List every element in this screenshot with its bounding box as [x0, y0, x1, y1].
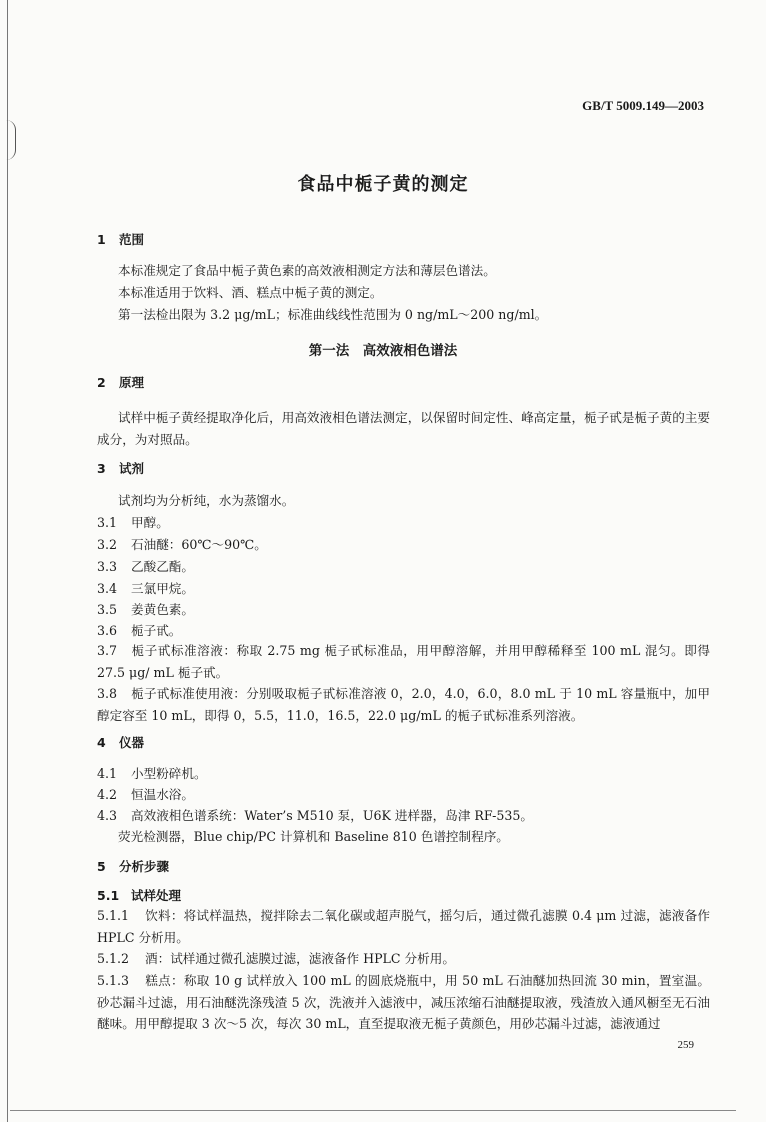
section-title: 原理 — [119, 375, 145, 390]
item-number: 5.1 — [97, 888, 120, 903]
section-title: 试样处理 — [131, 888, 182, 903]
reagent-item — [97, 556, 710, 578]
item-text: 饮料：将试样温热，搅拌除去二氧化碳或超声脱气，摇匀后，通过微孔滤膜 0.4 μm 过滤，滤液备作 HPLC 分析用。 — [97, 908, 710, 945]
reagent-item — [97, 620, 710, 642]
section-2-heading — [97, 373, 144, 391]
item-text: 姜黄色素。 — [131, 602, 194, 617]
instrument-continuation: 荧光检测器，Blue chip/PC 计算机和 Baseline 810 色谱控制程序。 — [118, 829, 509, 844]
item-number: 3.3 — [97, 559, 118, 574]
item-number: 4.1 — [97, 766, 118, 781]
item-text: 栀子甙。 — [131, 623, 182, 638]
section-4-heading — [97, 733, 144, 751]
reagent-item — [97, 683, 710, 726]
procedure-item — [97, 970, 710, 1035]
item-text: 小型粉碎机。 — [131, 766, 207, 781]
item-text: 栀子甙标准使用液：分别吸取栀子甙标准溶液 0，2.0，4.0，6.0，8.0 mL 于 10 mL 容量瓶中，加甲醇定容至 10 mL，即得 0，5.5，11.0，16.5，22.0 μg/mL 的栀子甙标准系列溶液。 — [97, 686, 710, 723]
item-text: 高效液相色谱系统：Water’s M510 泵，U6K 进样器，岛津 RF-535。 — [131, 808, 533, 823]
instrument-item — [97, 805, 710, 827]
item-number: 5.1.3 — [97, 973, 130, 988]
item-text: 酒：试样通过微孔滤膜过滤，滤液备作 HPLC 分析用。 — [145, 951, 455, 966]
method-1-heading: 第一法 高效液相色谱法 — [308, 343, 458, 359]
procedure-item — [97, 905, 710, 948]
item-text: 甲醇。 — [131, 515, 169, 530]
scope-para-3: 第一法检出限为 3.2 μg/mL；标准曲线线性范围为 0 ng/mL～200 ng/ml。 — [118, 307, 548, 322]
section-5-heading — [97, 857, 169, 875]
item-number: 5.1.2 — [97, 951, 130, 966]
item-text: 栀子甙标准溶液：称取 2.75 mg 栀子甙标准品，用甲醇溶解，并用甲醇稀释至 100 mL 混匀。即得 27.5 μg/ mL 栀子甙。 — [97, 643, 710, 680]
procedure-item — [97, 948, 710, 970]
reagent-item — [97, 640, 710, 683]
item-text: 三氯甲烷。 — [131, 581, 194, 596]
section-number: 2 — [97, 375, 106, 390]
reagent-item — [97, 599, 710, 621]
scan-bottom-line — [10, 1110, 736, 1111]
reagents-intro: 试剂均为分析纯，水为蒸馏水。 — [118, 493, 295, 508]
item-text: 糕点：称取 10 g 试样放入 100 mL 的圆底烧瓶中，用 50 mL 石油醚加热回流 30 min，置室温。砂芯漏斗过滤，用石油醚洗涤残渣 5 次，洗液并入滤液中，减压浓缩石油醚提取液，残渣放入通风橱至无石油醚味。用甲醇提取 3 次～5 次，每次 30 mL，直至提取液无栀子黄颜色，用砂芯漏斗过滤，滤液通过 — [97, 973, 710, 1031]
section-number: 3 — [97, 461, 106, 476]
section-title: 试剂 — [119, 461, 145, 476]
scope-para-2: 本标准适用于饮料、酒、糕点中栀子黄的测定。 — [118, 285, 383, 300]
section-title: 范围 — [119, 232, 145, 247]
reagent-item — [97, 534, 710, 556]
principle-text: 试样中栀子黄经提取净化后，用高效液相色谱法测定，以保留时间定性、峰高定量，栀子甙是栀子黄的主要成分，为对照品。 — [97, 410, 710, 447]
subsection-5-1-heading — [97, 886, 181, 904]
reagent-item — [97, 512, 710, 534]
section-3-heading — [97, 459, 144, 477]
item-number: 3.8 — [97, 686, 118, 701]
section-title: 仪器 — [119, 735, 145, 750]
item-number: 3.7 — [97, 643, 118, 658]
section-number: 5 — [97, 859, 106, 874]
scope-para-1: 本标准规定了食品中栀子黄色素的高效液相测定方法和薄层色谱法。 — [118, 263, 496, 278]
section-number: 1 — [97, 232, 106, 247]
section-number: 4 — [97, 735, 106, 750]
document-title: 食品中栀子黄的测定 — [297, 174, 469, 195]
instrument-item — [97, 763, 710, 785]
section-title: 分析步骤 — [119, 859, 170, 874]
item-number: 4.3 — [97, 808, 118, 823]
instrument-item — [97, 784, 710, 806]
item-text: 石油醚：60℃～90℃。 — [131, 537, 267, 552]
item-text: 乙酸乙酯。 — [131, 559, 194, 574]
item-number: 4.2 — [97, 787, 118, 802]
item-number: 3.4 — [97, 581, 118, 596]
item-number: 3.6 — [97, 623, 118, 638]
item-number: 3.2 — [97, 537, 118, 552]
item-number: 3.5 — [97, 602, 118, 617]
item-text: 恒温水浴。 — [131, 787, 194, 802]
binding-mark — [3, 120, 16, 160]
scan-edge-line — [7, 0, 8, 1122]
reagent-item — [97, 578, 710, 600]
standard-number: GB/T 5009.149—2003 — [582, 98, 704, 113]
page-number: 259 — [677, 1039, 694, 1051]
item-number: 3.1 — [97, 515, 118, 530]
section-1-heading — [97, 230, 144, 248]
item-number: 5.1.1 — [97, 908, 130, 923]
